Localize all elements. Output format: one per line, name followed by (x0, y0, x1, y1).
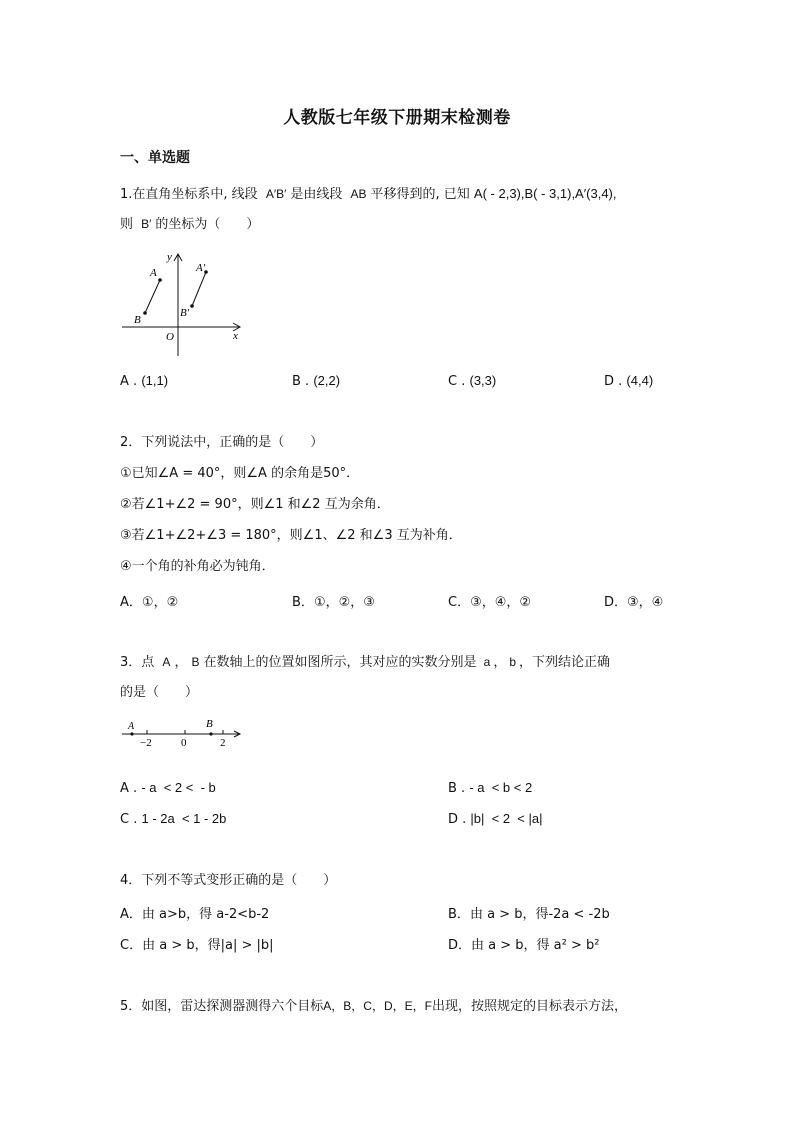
q1-option-d-letter: D (604, 374, 615, 389)
q1-option-a-letter: A (120, 374, 129, 389)
q2-item-4: ④一个角的补角必为钝角． (120, 559, 275, 574)
q3-option-d[interactable]: D . |b| < 2 < |a| (448, 811, 543, 827)
q3-option-c[interactable]: C . 1 - 2a < 1 - 2b (120, 811, 227, 827)
q2-item-1: ①已知∠A = 40°，则∠A 的余角是50°． (120, 466, 360, 481)
q2-option-a-value: ①，② (141, 595, 179, 610)
q2-option-d-value: ③，④ (627, 595, 664, 610)
question-3-line-1: 3．点 A ， B 在数轴上的位置如图所示，其对应的实数分别是 a ， b ，下列结论正确 (120, 655, 611, 670)
q1-fig-label-origin: O (166, 331, 174, 343)
q3-option-c-letter: C (120, 812, 130, 827)
q2-option-a-letter: A (120, 595, 129, 610)
q2-item-2: ②若∠1+∠2 = 90°，则∠1 和∠2 互为余角． (120, 497, 390, 512)
q5-targets: A，B，C，D，E，F (323, 999, 432, 1013)
q3-option-a-letter: A (120, 781, 129, 796)
q3-value-b: b (509, 655, 517, 669)
q3-line1-a: 3．点 (120, 655, 155, 670)
q4-option-a[interactable]: A．由 a>b，得 a-2<b-2 (120, 907, 270, 922)
q1-option-a[interactable]: A . (1,1) (120, 373, 169, 389)
q1-fig-label-y: y (167, 251, 172, 263)
q2-option-b-letter: B (292, 595, 301, 610)
q1-coordinate-figure (118, 248, 248, 360)
q3-point-b: B (191, 655, 200, 669)
q3-fig-tick-neg2: −2 (140, 737, 152, 749)
q1-option-c-letter: C (448, 374, 458, 389)
q3-fig-label-a: A (128, 721, 135, 732)
q1-option-d-value: (4,4) (626, 373, 654, 388)
q1-option-d[interactable]: D . (4,4) (604, 373, 654, 389)
q2-item-3: ③若∠1+∠2+∠3 = 180°，则∠1、∠2 和∠3 互为补角． (120, 528, 462, 543)
q3-option-b-letter: B (448, 781, 457, 796)
q1-option-b-letter: B (292, 374, 301, 389)
q1-segment-b: AB (350, 187, 367, 201)
q3-number-line-figure (118, 714, 246, 750)
q3-option-a[interactable]: A . - a < 2 < - b (120, 780, 216, 796)
q3-point-a: A (162, 655, 171, 669)
q2-option-d[interactable]: D．③，④ (604, 595, 664, 610)
q4-option-c-letter: C (120, 938, 130, 953)
q3-option-b[interactable]: B . - a < b < 2 (448, 780, 533, 796)
q2-option-b[interactable]: B．①，②，③ (292, 595, 375, 610)
q3-value-a: a (483, 655, 491, 669)
q2-option-c[interactable]: C．③，④，② (448, 595, 532, 610)
q2-option-c-value: ③，④，② (470, 595, 532, 610)
q4-option-a-letter: A (120, 907, 129, 922)
q4-option-d-letter: D (448, 938, 459, 953)
section-heading: 一、单选题 (120, 150, 190, 166)
q1-option-a-value: (1,1) (141, 373, 169, 388)
q5-text-a: 5．如图，雷达探测器测得六个目标 (120, 999, 324, 1014)
q3-option-c-value: 1 - 2a < 1 - 2b (141, 811, 227, 826)
q4-option-d-value: 由 a > b，得 a² > b² (471, 938, 600, 953)
q1-coordinates: A( - 2,3),B( - 3,1),A′(3,4), (473, 186, 617, 201)
q2-option-b-value: ①，②，③ (313, 595, 375, 610)
q1-fig-label-x: x (233, 330, 238, 342)
q1-option-b-value: (2,2) (313, 373, 341, 388)
q1-option-c-value: (3,3) (469, 373, 497, 388)
q4-option-c-value: 由 a > b，得|a| > |b| (142, 938, 274, 953)
q4-option-b-value: 由 a > b，得-2a < -2b (469, 907, 610, 922)
q4-option-a-value: 由 a>b，得 a-2<b-2 (141, 907, 270, 922)
q1-text-a: .在直角坐标系中, 线段 (128, 187, 258, 202)
q2-option-c-letter: C (448, 595, 458, 610)
question-4-stem: 4．下列不等式变形正确的是（ ） (120, 873, 337, 888)
q1-fig-label-b-prime: B′ (180, 307, 190, 319)
question-5-line-1 (120, 997, 627, 1016)
q4-option-b[interactable]: B．由 a > b，得-2a < -2b (448, 907, 610, 922)
q1-line2-c: 的坐标为（ ） (155, 217, 260, 232)
q1-option-c[interactable]: C . (3,3) (448, 373, 497, 389)
q2-option-d-letter: D (604, 595, 615, 610)
q1-text-b: 是由线段 (290, 187, 343, 202)
q3-fig-label-b: B (206, 718, 213, 730)
question-1-line-1 (120, 185, 617, 204)
q4-option-b-letter: B (448, 907, 457, 922)
q1-segment-a: A′B′ (265, 187, 287, 201)
q3-option-a-value: - a < 2 < - b (141, 780, 216, 795)
q4-option-c[interactable]: C．由 a > b，得|a| > |b| (120, 938, 274, 953)
q1-line2-a: 则 (120, 217, 134, 232)
q3-line1-c: ，下列结论正确 (519, 655, 611, 670)
q3-option-d-value: |b| < 2 < |a| (470, 811, 543, 826)
q1-fig-label-a-prime: A′ (196, 262, 206, 274)
q1-option-b[interactable]: B . (2,2) (292, 373, 341, 389)
q3-fig-tick-0: 0 (181, 737, 187, 749)
question-1-line-2 (120, 215, 259, 234)
page-title: 人教版七年级下册期末检测卷 (283, 108, 511, 128)
q1-text-c: 平移得到的, 已知 (370, 187, 470, 202)
q1-point-b-prime: B′ (141, 217, 152, 231)
q1-fig-label-a: A (150, 267, 157, 279)
q5-text-b: 出现，按照规定的目标表示方法， (431, 999, 627, 1014)
q2-option-a[interactable]: A．①，② (120, 595, 179, 610)
question-3-line-2: 的是（ ） (120, 685, 199, 700)
q3-line1-b: 在数轴上的位置如图所示，其对应的实数分别是 (203, 655, 477, 670)
q3-option-d-letter: D (448, 812, 459, 827)
q3-option-b-value: - a < b < 2 (469, 780, 533, 795)
q4-option-d[interactable]: D．由 a > b，得 a² > b² (448, 938, 600, 953)
question-2-stem: 2．下列说法中，正确的是（ ） (120, 435, 324, 450)
q1-number: 1 (120, 187, 129, 202)
q1-fig-label-b: B (134, 314, 141, 326)
q3-fig-tick-2: 2 (220, 737, 226, 749)
